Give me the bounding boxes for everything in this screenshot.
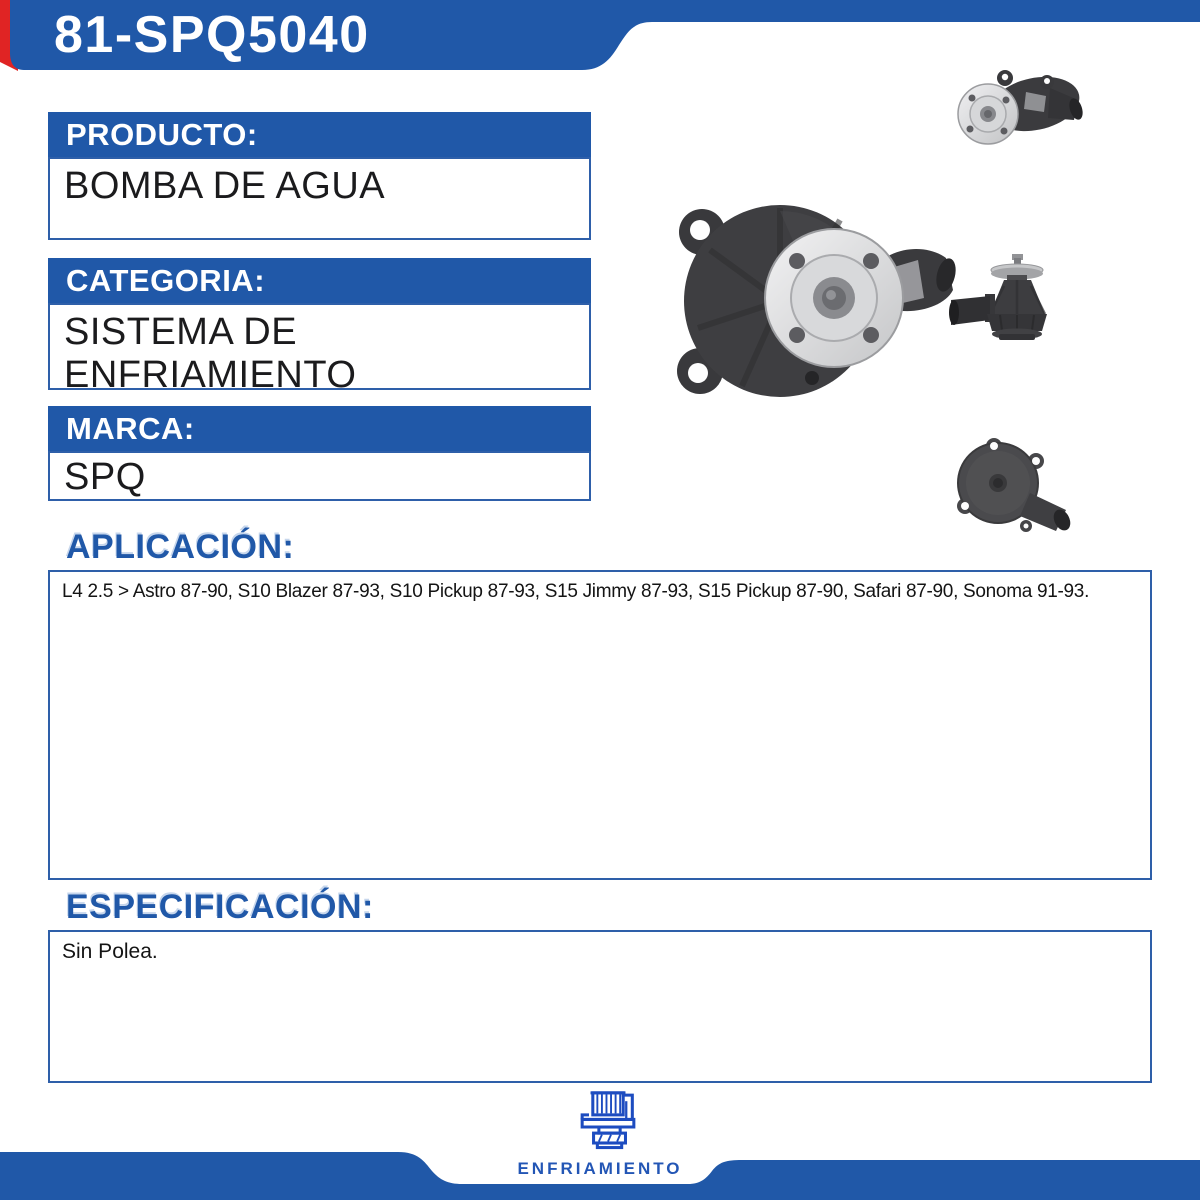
marca-label-bar bbox=[48, 406, 591, 451]
categoria-label-bar bbox=[48, 258, 591, 303]
categoria-value-box bbox=[48, 303, 591, 396]
application-heading: APLICACIÓN: bbox=[66, 528, 295, 566]
marca-value-box bbox=[48, 451, 591, 501]
producto-value: BOMBA DE AGUA bbox=[64, 165, 386, 207]
producto-value-box bbox=[48, 157, 591, 240]
application-box: L4 2.5 > Astro 87-90, S10 Blazer 87-93, S10 Pickup 87-93, S15 Jimmy 87-93, S15 Pickup 87-90, Safari 87-90, Sonoma 91-93. bbox=[48, 570, 1152, 880]
marca-label: MARCA: bbox=[66, 410, 195, 446]
water-pump-photo-front bbox=[662, 198, 957, 403]
marca-value: SPQ bbox=[64, 456, 146, 498]
footer-category-label: ENFRIAMIENTO bbox=[517, 1159, 683, 1178]
producto-label-bar bbox=[48, 112, 591, 157]
water-pump-photo-backplate bbox=[950, 438, 1085, 533]
part-number-title: 81-SPQ5040 bbox=[54, 6, 370, 64]
categoria-label: CATEGORIA: bbox=[66, 262, 266, 298]
water-pump-photo-side bbox=[945, 252, 1080, 347]
water-pump-photo-angled bbox=[950, 62, 1085, 150]
specification-box: Sin Polea. bbox=[48, 930, 1152, 1083]
producto-label: PRODUCTO: bbox=[66, 116, 258, 152]
specification-heading: ESPECIFICACIÓN: bbox=[66, 888, 374, 926]
footer-wave bbox=[0, 1150, 1200, 1200]
categoria-value: SISTEMA DE ENFRIAMIENTO bbox=[64, 311, 357, 396]
